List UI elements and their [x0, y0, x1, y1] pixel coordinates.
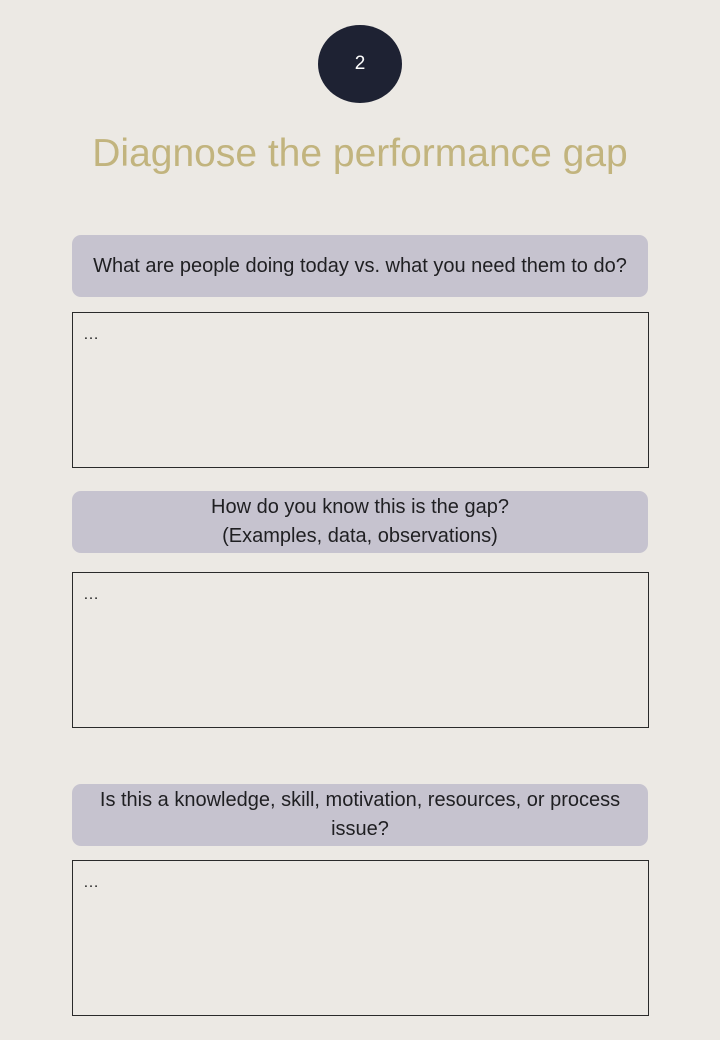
- question-1-label: What are people doing today vs. what you need them to do?: [72, 235, 648, 297]
- step-number: 2: [354, 53, 366, 74]
- page-title: Diagnose the performance gap: [92, 132, 628, 175]
- step-number-badge: [318, 25, 402, 103]
- answer-1-box[interactable]: …: [72, 312, 649, 468]
- question-2-label: How do you know this is the gap? (Examples, data, observations): [72, 491, 648, 553]
- answer-2-box[interactable]: …: [72, 572, 649, 728]
- question-3-label: Is this a knowledge, skill, motivation, resources, or process issue?: [72, 784, 648, 846]
- answer-3-box[interactable]: …: [72, 860, 649, 1016]
